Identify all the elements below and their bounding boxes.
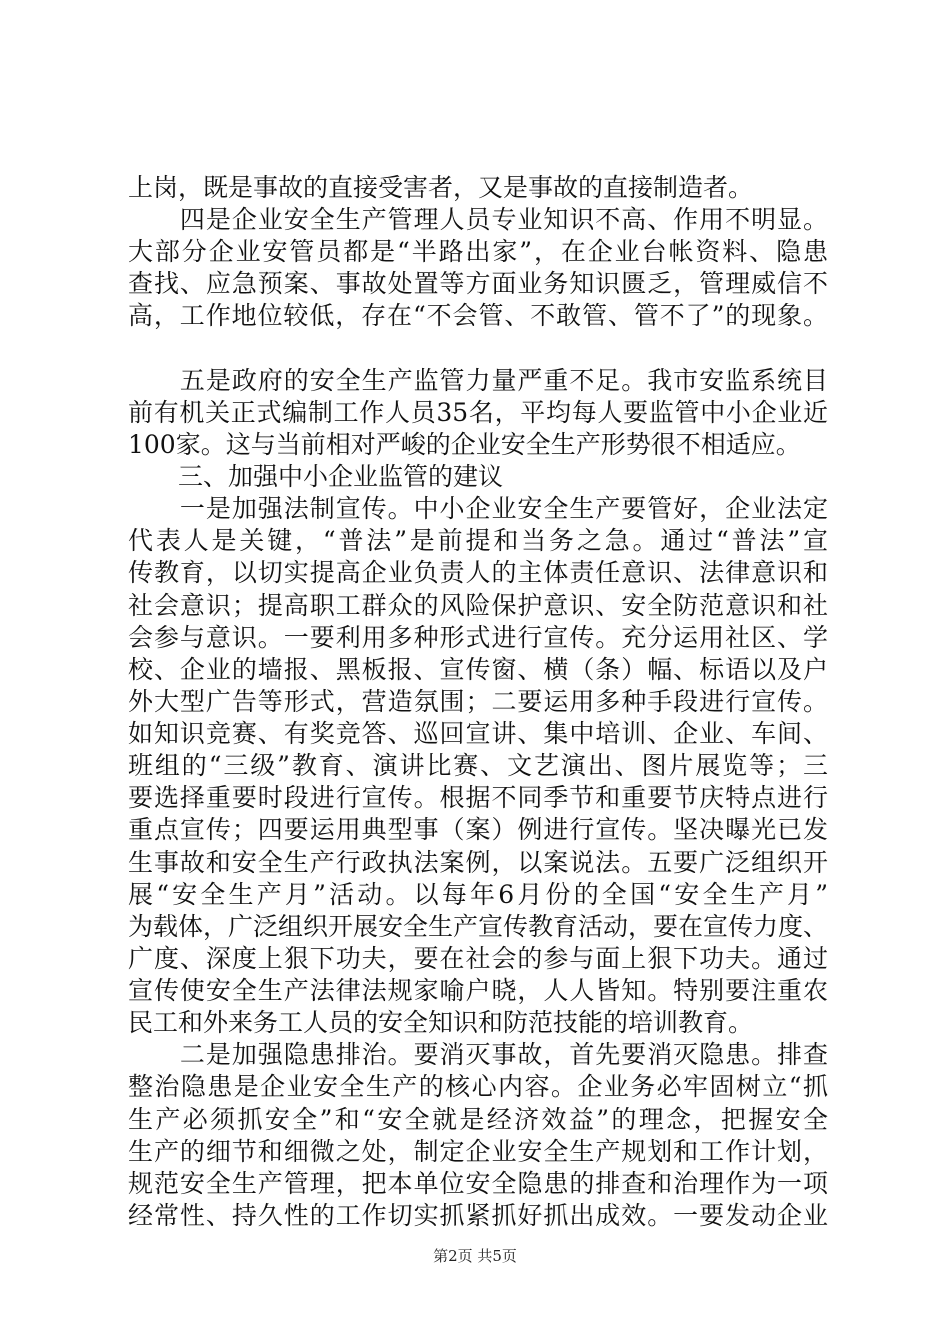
text-line: 整治隐患是企业安全生产的核心内容。企业务必牢固树立“抓 bbox=[128, 1072, 828, 1102]
text-line: 五是政府的安全生产监管力量严重不足。我市安监系统目 bbox=[128, 365, 828, 395]
text-line: 社会意识；提高职工群众的风险保护意识、安全防范意识和社 bbox=[128, 590, 828, 620]
text-line: 展“安全生产月”活动。以每年6月份的全国“安全生产月” bbox=[128, 879, 828, 909]
text-line: 100家。这与当前相对严峻的企业安全生产形势很不相适应。 bbox=[128, 429, 801, 459]
text-line: 二是加强隐患排治。要消灭事故，首先要消灭隐患。排查 bbox=[128, 1040, 828, 1070]
text-line: 传教育，以切实提高企业负责人的主体责任意识、法律意识和 bbox=[128, 558, 828, 588]
text-line: 班组的“三级”教育、演讲比赛、文艺演出、图片展览等；三 bbox=[128, 751, 828, 781]
text-line: 规范安全生产管理，把本单位安全隐患的排查和治理作为一项 bbox=[128, 1168, 828, 1198]
blank-line bbox=[128, 333, 828, 365]
text-line: 代表人是关键，“普法”是前提和当务之急。通过“普法”宣 bbox=[128, 526, 828, 556]
text-line: 如知识竞赛、有奖竞答、巡回宣讲、集中培训、企业、车间、 bbox=[128, 719, 828, 749]
text-line: 经常性、持久性的工作切实抓紧抓好抓出成效。一要发动企业 bbox=[128, 1200, 828, 1230]
text-line: 上岗，既是事故的直接受害者，又是事故的直接制造者。 bbox=[128, 173, 754, 202]
text-line: 校、企业的墙报、黑板报、宣传窗、横（条）幅、标语以及户 bbox=[128, 654, 828, 684]
text-line: 要选择重要时段进行宣传。根据不同季节和重要节庆特点进行 bbox=[128, 783, 828, 813]
text-line: 广度、深度上狠下功夫，要在社会的参与面上狠下功夫。通过 bbox=[128, 943, 828, 973]
text-line: 宣传使安全生产法律法规家喻户晓，人人皆知。特别要注重农 bbox=[128, 976, 828, 1006]
page-number-footer: 第2页 共5页 bbox=[433, 1247, 517, 1265]
text-line: 大部分企业安管员都是“半路出家”，在企业台帐资料、隐患 bbox=[128, 237, 828, 267]
text-line: 前有机关正式编制工作人员35名，平均每人要监管中小企业近 bbox=[128, 397, 828, 427]
text-line: 会参与意识。一要利用多种形式进行宣传。充分运用社区、学 bbox=[128, 622, 828, 652]
text-line: 四是企业安全生产管理人员专业知识不高、作用不明显。 bbox=[128, 205, 828, 235]
text-line: 外大型广告等形式，营造氛围；二要运用多种手段进行宣传。 bbox=[128, 686, 828, 716]
text-line: 高，工作地位较低，存在“不会管、不敢管、管不了”的现象。 bbox=[128, 301, 828, 331]
text-line: 为载体，广泛组织开展安全生产宣传教育活动，要在宣传力度、 bbox=[128, 911, 828, 941]
text-line: 生产的细节和细微之处，制定企业安全生产规划和工作计划， bbox=[128, 1136, 828, 1166]
section-heading: 三、加强中小企业监管的建议 bbox=[128, 462, 504, 492]
text-line: 一是加强法制宣传。中小企业安全生产要管好，企业法定 bbox=[128, 494, 828, 524]
text-line: 查找、应急预案、事故处置等方面业务知识匮乏，管理威信不 bbox=[128, 269, 828, 299]
text-line: 民工和外来务工人员的安全知识和防范技能的培训教育。 bbox=[128, 1008, 754, 1038]
text-line: 重点宣传；四要运用典型事（案）例进行宣传。坚决曝光已发 bbox=[128, 815, 828, 845]
text-line: 生事故和安全生产行政执法案例，以案说法。五要广泛组织开 bbox=[128, 847, 828, 877]
text-line: 生产必须抓安全”和“安全就是经济效益”的理念，把握安全 bbox=[128, 1104, 828, 1134]
